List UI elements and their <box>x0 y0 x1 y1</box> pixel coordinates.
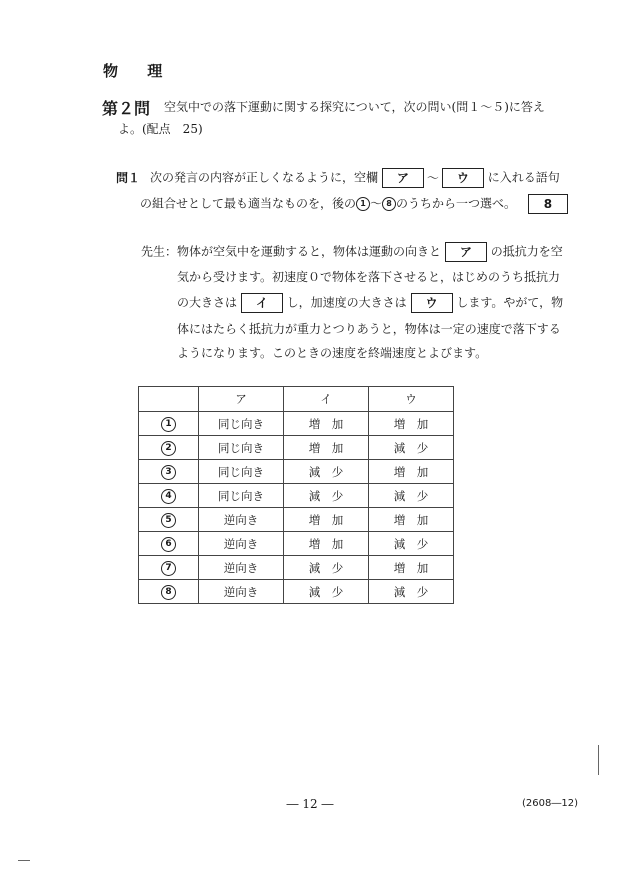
option-number-cell <box>139 460 199 484</box>
table-header-i: イ <box>284 387 369 412</box>
document-code: (2608―12) <box>522 798 578 809</box>
dialogue-box-u: ウ <box>411 293 453 313</box>
cell-u: 減 少 <box>393 488 429 503</box>
cell-a: 同じ向き <box>218 464 264 479</box>
cell-i <box>284 508 369 532</box>
table-row <box>139 508 454 532</box>
sub-question-1-line1 <box>116 168 560 188</box>
option-number-icon: 6 <box>161 537 176 552</box>
cell-u <box>369 436 454 460</box>
option-number-icon: 5 <box>161 513 176 528</box>
table-row <box>139 460 454 484</box>
option-range-start-icon: 1 <box>356 197 370 211</box>
cell-i: 減 少 <box>308 464 344 479</box>
cell-a <box>199 436 284 460</box>
cell-u <box>369 532 454 556</box>
table-header-u: ウ <box>369 387 454 412</box>
table-row <box>139 580 454 604</box>
cell-u: 減 少 <box>393 440 429 455</box>
sub1-line1-after: に入れる語句 <box>487 170 560 185</box>
cell-u <box>369 460 454 484</box>
cell-i: 増 加 <box>308 440 344 455</box>
cell-u <box>369 412 454 436</box>
dialogue-l1-before: 物体が空気中を運動すると，物体は運動の向きと <box>177 244 442 259</box>
cell-i <box>284 484 369 508</box>
cell-a <box>199 484 284 508</box>
cell-i: 増 加 <box>308 536 344 551</box>
cell-u: 増 加 <box>393 560 429 575</box>
cell-u: 減 少 <box>393 584 429 599</box>
dialogue-line-4: 体にはたらく抵抗力が重力とつりあうと，物体は一定の速度で落下する <box>177 322 561 336</box>
cell-i <box>284 436 369 460</box>
table-row <box>139 556 454 580</box>
option-number-cell <box>139 580 199 604</box>
cell-i <box>284 580 369 604</box>
cell-a <box>199 508 284 532</box>
sub1-line2-after: のうちから一つ選べ。 <box>396 196 517 211</box>
cell-i <box>284 532 369 556</box>
dialogue-l3-mid: し，加速度の大きさは <box>286 295 407 310</box>
dialogue-box-i: イ <box>241 293 283 313</box>
option-number-icon: 3 <box>161 465 176 480</box>
table-header-row <box>139 387 454 412</box>
option-number-cell <box>139 484 199 508</box>
cell-a: 同じ向き <box>218 440 264 455</box>
dialogue-line-5: ようになります。このときの速度を終端速度とよびます。 <box>177 346 488 360</box>
table-header-a: ア <box>199 387 284 412</box>
cell-i <box>284 412 369 436</box>
page-number: ― 12 ― <box>286 797 334 811</box>
cell-i <box>284 460 369 484</box>
option-number-cell <box>139 508 199 532</box>
cell-a: 逆向き <box>223 512 259 527</box>
subject-title: 物 理 <box>103 62 175 80</box>
cell-u: 増 加 <box>393 512 429 527</box>
cell-a <box>199 580 284 604</box>
dialogue-line-1 <box>141 242 563 262</box>
scan-mark <box>18 860 30 861</box>
question-text-line2: よ。(配点 25) <box>118 122 203 136</box>
cell-a <box>199 412 284 436</box>
cell-a <box>199 556 284 580</box>
table-row <box>139 532 454 556</box>
option-number-icon: 7 <box>161 561 176 576</box>
option-number-icon: 1 <box>161 417 176 432</box>
sub-question-label: 問１ <box>116 170 141 185</box>
cell-a: 同じ向き <box>218 488 264 503</box>
cell-a: 逆向き <box>223 560 259 575</box>
table-row <box>139 484 454 508</box>
cell-i <box>284 556 369 580</box>
option-number-cell <box>139 412 199 436</box>
cell-i: 減 少 <box>308 488 344 503</box>
cell-a <box>199 532 284 556</box>
speaker-label: 先生： <box>141 244 178 259</box>
option-number-cell <box>139 436 199 460</box>
cell-u <box>369 508 454 532</box>
option-number-icon: 2 <box>161 441 176 456</box>
question-number: 第２問 <box>102 99 151 118</box>
option-range-end-icon: 8 <box>382 197 396 211</box>
option-number-cell <box>139 556 199 580</box>
sub1-line2-before: の組合せとして最も適当なものを，後の <box>140 196 357 211</box>
cell-u <box>369 580 454 604</box>
cell-u <box>369 556 454 580</box>
dialogue-l3-after: します。やがて，物 <box>456 295 564 310</box>
question-text-line1: 空気中での落下運動に関する探究について，次の問い(問１～５)に答え <box>164 100 545 114</box>
table-row <box>139 412 454 436</box>
dialogue-l1-after: の抵抗力を空 <box>490 244 563 259</box>
dialogue-line-3 <box>177 293 563 313</box>
sub-question-1-line2 <box>140 194 568 214</box>
cell-i: 増 加 <box>308 512 344 527</box>
table-header-blank <box>139 387 199 412</box>
option-number-icon: 4 <box>161 489 176 504</box>
blank-box-u: ウ <box>442 168 484 188</box>
options-table <box>138 386 454 604</box>
cell-i: 減 少 <box>308 584 344 599</box>
answer-number-box: 8 <box>528 194 568 214</box>
table-row <box>139 436 454 460</box>
sub1-line1-before: 次の発言の内容が正しくなるように，空欄 <box>150 170 379 185</box>
scan-mark <box>598 745 599 775</box>
cell-a: 同じ向き <box>218 416 264 431</box>
cell-u <box>369 484 454 508</box>
range-tilde: ～ <box>370 196 383 211</box>
cell-a: 逆向き <box>223 584 259 599</box>
option-number-icon: 8 <box>161 585 176 600</box>
tilde: ～ <box>426 170 439 185</box>
blank-box-a: ア <box>382 168 424 188</box>
cell-a: 逆向き <box>223 536 259 551</box>
cell-u: 増 加 <box>393 416 429 431</box>
cell-i: 増 加 <box>308 416 344 431</box>
cell-a <box>199 460 284 484</box>
dialogue-l3-before: の大きさは <box>177 295 238 310</box>
cell-i: 減 少 <box>308 560 344 575</box>
dialogue-line-2: 気から受けます。初速度０で物体を落下させると，はじめのうち抵抗力 <box>177 270 561 284</box>
dialogue-box-a: ア <box>445 242 487 262</box>
cell-u: 増 加 <box>393 464 429 479</box>
option-number-cell <box>139 532 199 556</box>
cell-u: 減 少 <box>393 536 429 551</box>
